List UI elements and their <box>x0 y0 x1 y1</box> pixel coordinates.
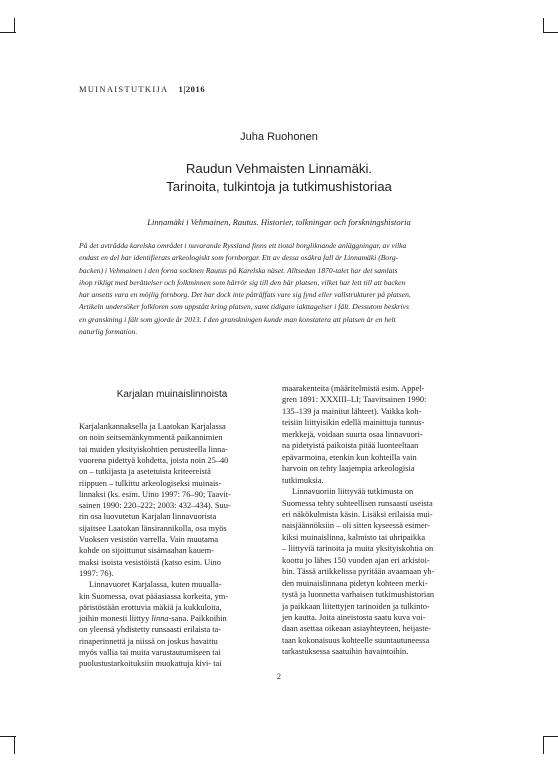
body-text-line: – liittyviä tarinoita ja muita yksityiskohtia on <box>282 544 434 554</box>
abstract-line: På det avträdda karelska området i nuvarande Ryssland finns ett tiotal borgliknande anläggningar, av vilka <box>79 241 407 250</box>
abstract-line: en granskning i fält som gjorde år 2013. I den granskningen kunde man konstatera att platsen är en helt <box>79 314 396 324</box>
body-text-line: riippuen – tulkittu arkeologiseksi muinais- <box>79 478 222 488</box>
body-text-line: puolustustarkoituksiin muokattuja kivi- tai <box>79 659 222 669</box>
emphasis: linna <box>151 614 169 624</box>
crop-mark <box>0 32 16 33</box>
body-text-line: hin. Tässä artikkelissa pyritään avaamaan yh- <box>282 567 435 577</box>
body-text-line: on noin seitsemänkymmentä paikannimien <box>79 433 223 443</box>
abstract <box>79 240 481 338</box>
body-text-line: merkkejä, voidaan suurta osaa linnavuori- <box>282 429 423 439</box>
article-title <box>0 160 558 196</box>
body-text-line: rinaperinnettä ja niissä on joskus havaittu <box>79 636 218 646</box>
body-text-line: Vuoksen vesistön varrella. Vain muutama <box>79 535 219 544</box>
body-text-line: Linnavuoriin liittyvää tutkimusta on <box>292 487 414 497</box>
body-text-line: 1997: 76). <box>79 568 114 578</box>
body-text-line: tystä ja luonnetta varhaisen tutkimushistorian <box>282 590 435 600</box>
body-text-line: Linnavuoret Karjalassa, kuten muualla- <box>89 580 222 590</box>
author-name: Juha Ruohonen <box>240 131 318 143</box>
article-title-line: Raudun Vehmaisten Linnamäki. <box>185 161 373 176</box>
abstract-line: ihop rikligt med berättelser och folkminnen som härrör sig till den här platsen, vilket har lett till att backen <box>79 277 406 287</box>
body-text-line: gren 1891: XXXIII–LI; Taavitsainen 1990: <box>282 395 427 405</box>
body-text-line: joihin monesti liittyy linna-sana. Paikkoihin <box>79 614 227 624</box>
body-text-line: jen kautta. Joita aineistosta saatu kuva voi- <box>282 613 426 622</box>
crop-mark <box>0 736 16 737</box>
body-text-line: den muinaislinnana pidetyn kohteen merki- <box>282 578 428 588</box>
body-text-line: maarakenteita (määritelmistä esim. Appel- <box>282 384 425 393</box>
abstract-line: har ansetts vara en möjlig fornborg. Det har dock inte påträffats vare sig fynd eller vallstrukturer på platsen. <box>79 290 411 300</box>
article-title-line: Tarinoita, tulkintoja ja tutkimushistoriaa <box>166 179 392 194</box>
page-number: 2 <box>277 672 281 681</box>
body-text-line: tai muiden yksityiskohtien perusteella linna- <box>79 444 228 454</box>
body-text-line: linnaksi (ks. esim. Uino 1997: 76–90; Taavit- <box>79 489 231 499</box>
abstract-line: endast en del har identifierats arkeologiskt som fornborgar. Ett av dessa osäkra fall är Linnamäki (Borg- <box>79 253 399 263</box>
body-text-line: rin osa luovutetun Karjalan linnavuorista <box>79 512 217 522</box>
body-text-line: Suomessa tehty suhteellisen runsaasti useista <box>282 498 433 508</box>
body-text-line: on yleensä yhdistetty runsaasti erilaista ta- <box>79 625 222 635</box>
body-text-line: sijaitsee Laatokan länsirannikolla, osa myös <box>79 523 227 533</box>
crop-mark <box>14 736 15 754</box>
crop-mark <box>543 736 558 737</box>
crop-mark <box>543 32 558 33</box>
body-text-line: koottu jo lähes 150 vuoden ajan eri arkistoi- <box>282 555 430 565</box>
abstract-line: naturlig formation. <box>79 327 138 337</box>
body-text-line: sainen 1990: 220–222; 2003: 432–434). Suu- <box>79 501 231 511</box>
body-text-line: tarkastuksessa saatuihin havaintoihin. <box>282 647 409 657</box>
body-text-line: maksi isoista vesistöistä (katso esim. Uino <box>79 557 221 567</box>
body-text-line: kohde on sijoittunut sisämaahan kauem- <box>79 546 214 556</box>
body-text-line: vuorena pidettyä kohdetta, joista noin 25–40 <box>79 455 229 465</box>
crop-mark <box>14 18 15 33</box>
body-text-line: teisiin liittyisikin edellä mainittuja tunnus- <box>282 418 425 428</box>
abstract-title: Linnamäki i Vehmainen, Rautus. Historier, tolkningar och forskningshistoria <box>147 217 411 227</box>
body-text-line: Karjalankannaksella ja Laatokan Karjalassa <box>79 422 226 431</box>
crop-mark <box>543 736 544 754</box>
body-text-line: epävarmoina, etenkin kun kohteilla vain <box>282 452 417 462</box>
body-text-line: kin Suomessa, ovat pääasiassa korkeita, ym- <box>79 591 229 601</box>
body-text-line: na pidetyistä paikoista pitää luonteeltaan <box>282 441 419 451</box>
body-text-line: tutkimuksia. <box>282 475 324 485</box>
body-text-line: myös vallia tai muita varustautumiseen tai <box>79 648 221 657</box>
journal-name: MUINAISTUTKIJA <box>79 84 169 94</box>
running-header <box>79 84 205 94</box>
body-text-line: ja paikkaan liitettyjen tarinoiden ja tulkinto- <box>282 601 430 611</box>
issue-number: 1|2016 <box>178 84 206 94</box>
body-text-line: taan kokonaisuus kohteelle suuntautuneessa <box>282 635 430 645</box>
body-text-line: päristöstään erottuvia mäkiä ja kukkuloita, <box>79 602 222 612</box>
body-text-line: eri näkökulmista käsin. Lisäksi erilaisia mui- <box>282 509 433 519</box>
body-text-line: harvoin on tehty laajempia arkeologisia <box>282 464 415 474</box>
abstract-line: backen) i Vehmainen i den forna socknen Rautus på Karelska näset. Alltsedan 1870-talet har det samlats <box>79 265 398 275</box>
body-text-line: on – tutkijasta ja asetetuista kriteereistä <box>79 467 211 477</box>
body-text-line: kiksi muinaislinna, kalmisto tai uhripaikka <box>282 532 426 542</box>
body-text-line: 135–139 ja mainitut lähteet). Vaikka koh- <box>282 406 422 416</box>
section-heading: Karjalan muinaislinnoista <box>116 389 228 400</box>
body-text-line: naisjäännöksiin – oli sitten kyseessä esimer- <box>282 521 430 531</box>
body-text-line: daan asettaa oikeaan asiayhteyteen, heijaste- <box>282 624 432 634</box>
crop-mark <box>543 18 544 33</box>
abstract-line: Artikeln undersöker folkloren som uppstått kring platsen, samt tidigare iakttagelser i fält. Dessutom beskrivs <box>79 302 409 312</box>
